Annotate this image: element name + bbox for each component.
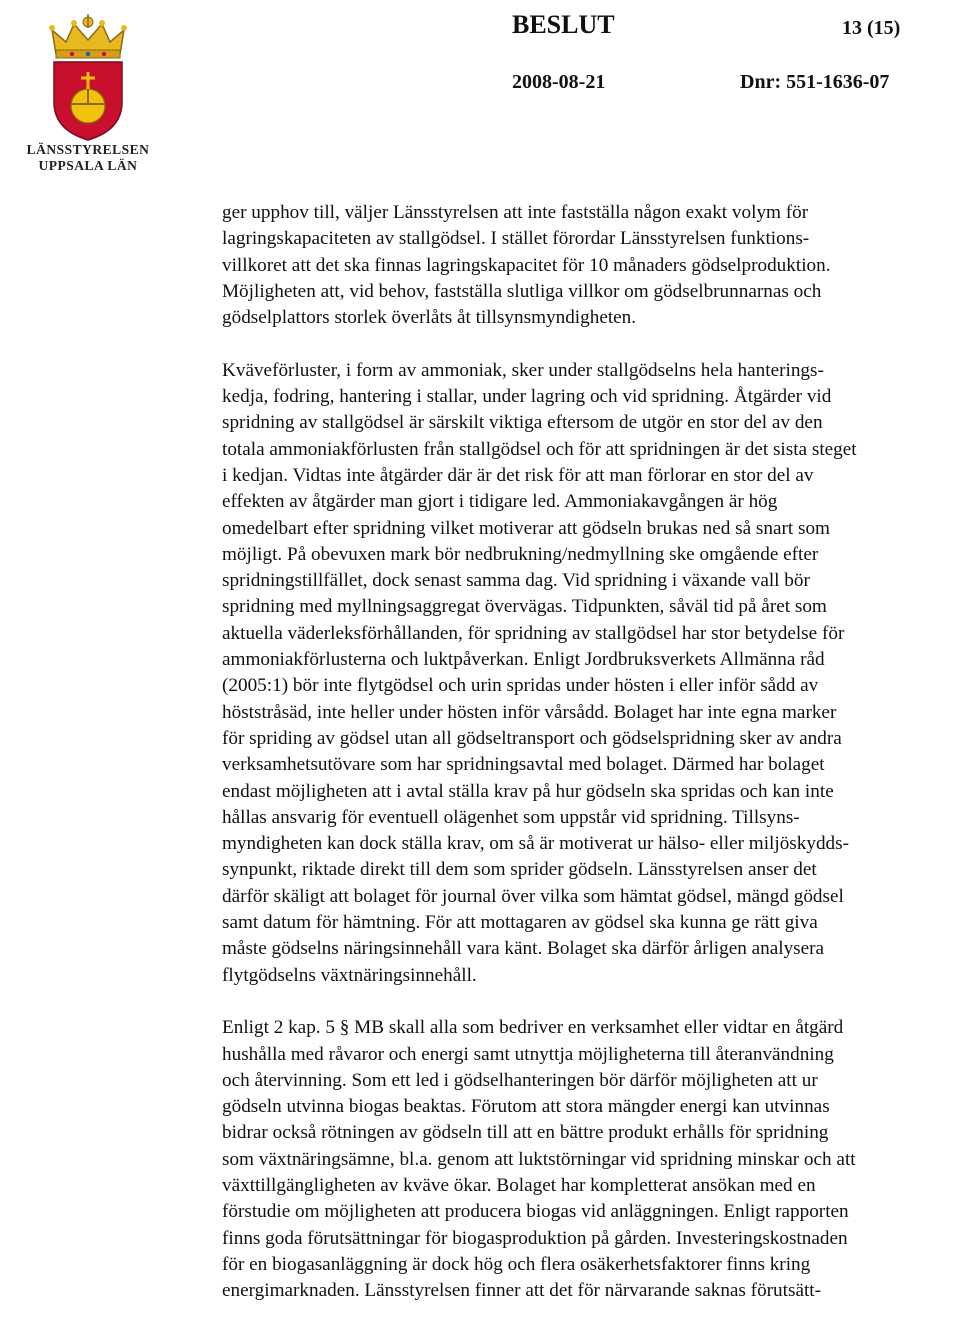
text-line: för en biogasanläggning är dock hög och flera osäkerhetsfaktorer finns kring (222, 1253, 811, 1275)
text-line: Möjligheten att, vid behov, fastställa slutliga villkor om gödselbrunnarnas och (222, 280, 822, 302)
text-line: totala ammoniakförlusten från stallgödsel och för att spridningen är det sista steget (222, 438, 857, 460)
body-paragraph (222, 1015, 960, 1304)
case-number: Dnr: 551-1636-07 (740, 71, 890, 93)
document-body (222, 200, 960, 1331)
text-line: möjligt. På obevuxen mark bör nedbrukning/nedmyllning ske omgående efter (222, 543, 819, 565)
text-line: bidrar också rötningen av gödseln till att en bättre produkt erhålls för spridning (222, 1122, 829, 1144)
text-line: myndigheten kan dock ställa krav, om så är motiverat ur hälso- eller miljöskydds- (222, 833, 849, 855)
text-line: (2005:1) bör inte flytgödsel och urin spridas under hösten i eller inför sådd av (222, 675, 819, 697)
text-line: i kedjan. Vidtas inte åtgärder där är det risk för att man förlorar en stor del av (222, 464, 814, 486)
text-line: villkoret att det ska finnas lagringskapacitet för 10 månaders gödselproduktion. (222, 254, 831, 276)
document-type: BESLUT (512, 10, 615, 39)
org-name-line2: UPPSALA LÄN (38, 158, 138, 173)
text-line: Enligt 2 kap. 5 § MB skall alla som bedriver en verksamhet eller vidtar en åtgärd (222, 1017, 844, 1039)
text-line: växttillgängligheten av kväve ökar. Bolaget har kompletterat ansökan med en (222, 1174, 816, 1196)
text-line: lagringskapaciteten av stallgödsel. I stället förordar Länsstyrelsen funktions- (222, 228, 810, 250)
text-line: måste gödselns näringsinnehåll vara känt. Bolaget ska därför årligen analysera (222, 938, 825, 960)
text-line: som växtnäringsämne, bl.a. genom att luktstörningar vid spridning minskar och att (222, 1148, 856, 1170)
body-paragraph (222, 358, 960, 989)
text-line: verksamhetsutövare som har spridningsavtal med bolaget. Därmed har bolaget (222, 754, 825, 776)
text-line: synpunkt, riktade direkt till dem som sprider gödseln. Länsstyrelsen anser det (222, 859, 817, 881)
text-line: spridning av stallgödsel är särskilt viktiga eftersom de utgör en stor del av den (222, 412, 823, 434)
county-board-logo (18, 14, 158, 174)
text-line: hållas ansvarig för eventuell olägenhet som uppstår vid spridning. Tillsyns- (222, 806, 800, 828)
decision-date: 2008-08-21 (512, 71, 606, 93)
crowned-shield-coat-of-arms-icon (42, 14, 134, 142)
text-line: endast möjligheten att i avtal ställa krav på hur gödseln ska spridas och kan inte (222, 780, 834, 802)
text-line: finns goda förutsättningar för biogasproduktion på gården. Investeringskostnaden (222, 1227, 848, 1249)
text-line: ger upphov till, väljer Länsstyrelsen att inte fastställa någon exakt volym för (222, 202, 809, 223)
text-line: hushålla med råvaror och energi samt utnyttja möjligheterna till återanvändning (222, 1043, 834, 1065)
text-line: ammoniakförlusterna och luktpåverkan. Enligt Jordbruksverkets Allmänna råd (222, 649, 825, 671)
text-line: omedelbart efter spridning vilket motiverar att gödseln brukas ned så snart som (222, 517, 830, 539)
text-line: aktuella väderleksförhållanden, för spridning av stallgödsel har stor betydelse för (222, 622, 845, 644)
text-line: gödselplattors storlek överlåts åt tillsynsmyndigheten. (222, 307, 637, 329)
text-line: därför skäligt att bolaget för journal över vilka som hämtat gödsel, mängd gödsel (222, 885, 844, 907)
text-line: spridning med myllningsaggregat övervägas. Tidpunkten, såväl tid på året som (222, 596, 827, 618)
text-line: höststråsäd, inte heller under hösten inför vårsådd. Bolaget har inte egna marker (222, 701, 837, 723)
text-line: gödseln utvinna biogas beaktas. Förutom att stora mängder energi kan utvinnas (222, 1096, 830, 1118)
text-line: samt datum för hämtning. För att mottagaren av gödsel ska kunna ge rätt giva (222, 912, 818, 934)
text-line: energimarknaden. Länsstyrelsen finner att det för närvarande saknas förutsätt- (222, 1280, 822, 1302)
text-line: och återvinning. Som ett led i gödselhanteringen bör därför möjligheten att ur (222, 1069, 818, 1091)
text-line: flytgödselns växtnäringsinnehåll. (222, 964, 477, 986)
text-line: kedja, fodring, hantering i stallar, under lagring och vid spridning. Åtgärder vid (222, 386, 832, 408)
body-paragraph (222, 200, 960, 331)
page-number: 13 (15) (842, 17, 901, 39)
text-line: förstudie om möjligheten att producera biogas vid anläggningen. Enligt rapporten (222, 1201, 849, 1223)
text-line: Kväveförluster, i form av ammoniak, sker under stallgödselns hela hanterings- (222, 359, 824, 381)
text-line: för spriding av gödsel utan all gödseltransport och gödselspridning sker av andra (222, 727, 842, 749)
text-line: effekten av åtgärder man gjort i tidigare led. Ammoniakavgången är hög (222, 491, 778, 513)
org-name-line1: LÄNSSTYRELSEN (26, 142, 150, 157)
text-line: spridningstillfället, dock senast samma dag. Vid spridning i växande vall bör (222, 570, 810, 592)
